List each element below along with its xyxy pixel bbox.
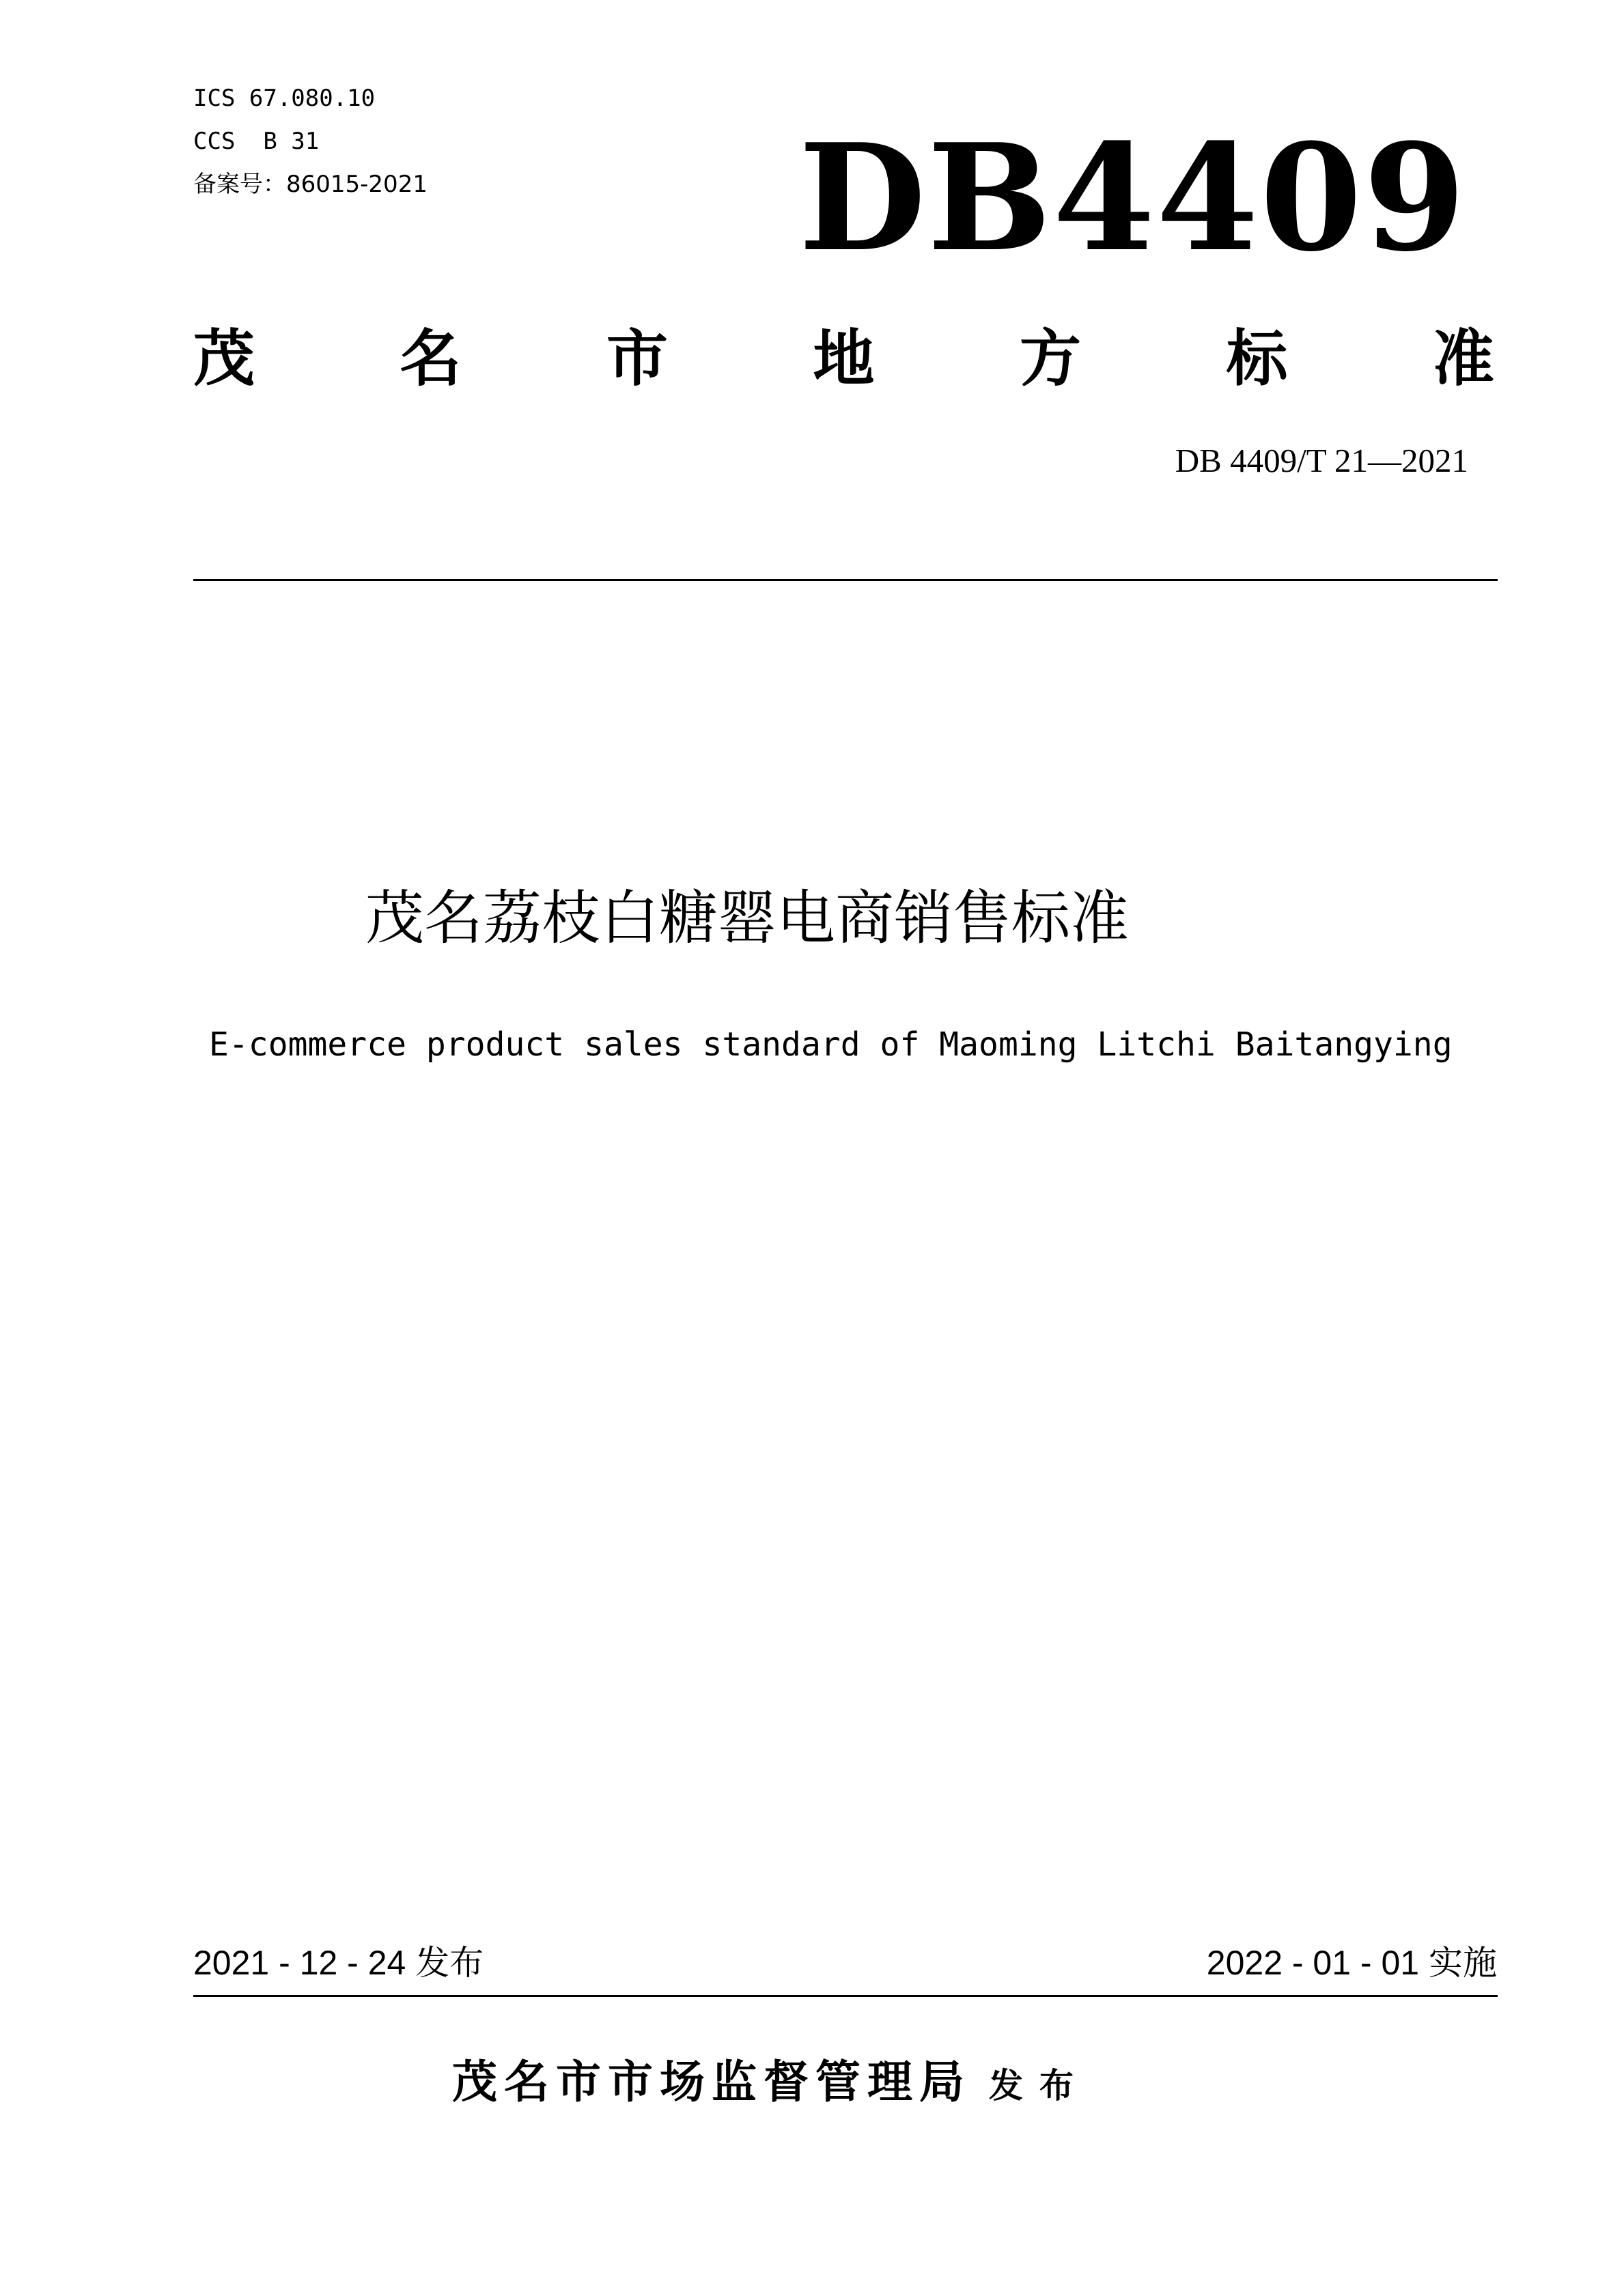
standard-type-char: 茂: [193, 323, 255, 395]
standard-code-logo: DB4409: [798, 111, 1467, 284]
standard-type-char: 名: [400, 323, 462, 395]
footer-divider: [193, 1995, 1498, 1997]
filing-number: 备案号：86015-2021: [193, 171, 428, 198]
issuer-line: [0, 2052, 1624, 2116]
issuer-name: 茂名市市场监督管理局: [452, 2056, 971, 2108]
standard-number: DB 4409/T 21—2021: [1175, 442, 1468, 479]
ics-code: ICS 67.080.10: [193, 85, 376, 112]
ccs-code: CCS B 31: [193, 128, 320, 155]
standard-type-char: 地: [813, 323, 875, 395]
document-title-chinese: 茂名荔枝白糖罂电商销售标准: [365, 884, 1129, 952]
implementation-date: 2022 - 01 - 01 实施: [1206, 1944, 1497, 1982]
standard-type-heading: [193, 315, 1494, 395]
standard-type-char: 方: [1020, 323, 1081, 395]
document-title-english: E-commerce product sales standard of Maoming Litchi Baitangying: [209, 1025, 1453, 1064]
standard-type-char: 市: [606, 323, 668, 395]
standard-type-char: 标: [1226, 323, 1288, 395]
header-divider: [193, 579, 1498, 581]
issue-date: 2021 - 12 - 24 发布: [193, 1944, 484, 1982]
standard-type-char: 准: [1433, 323, 1494, 395]
issuer-action: 发布: [989, 2066, 1090, 2106]
